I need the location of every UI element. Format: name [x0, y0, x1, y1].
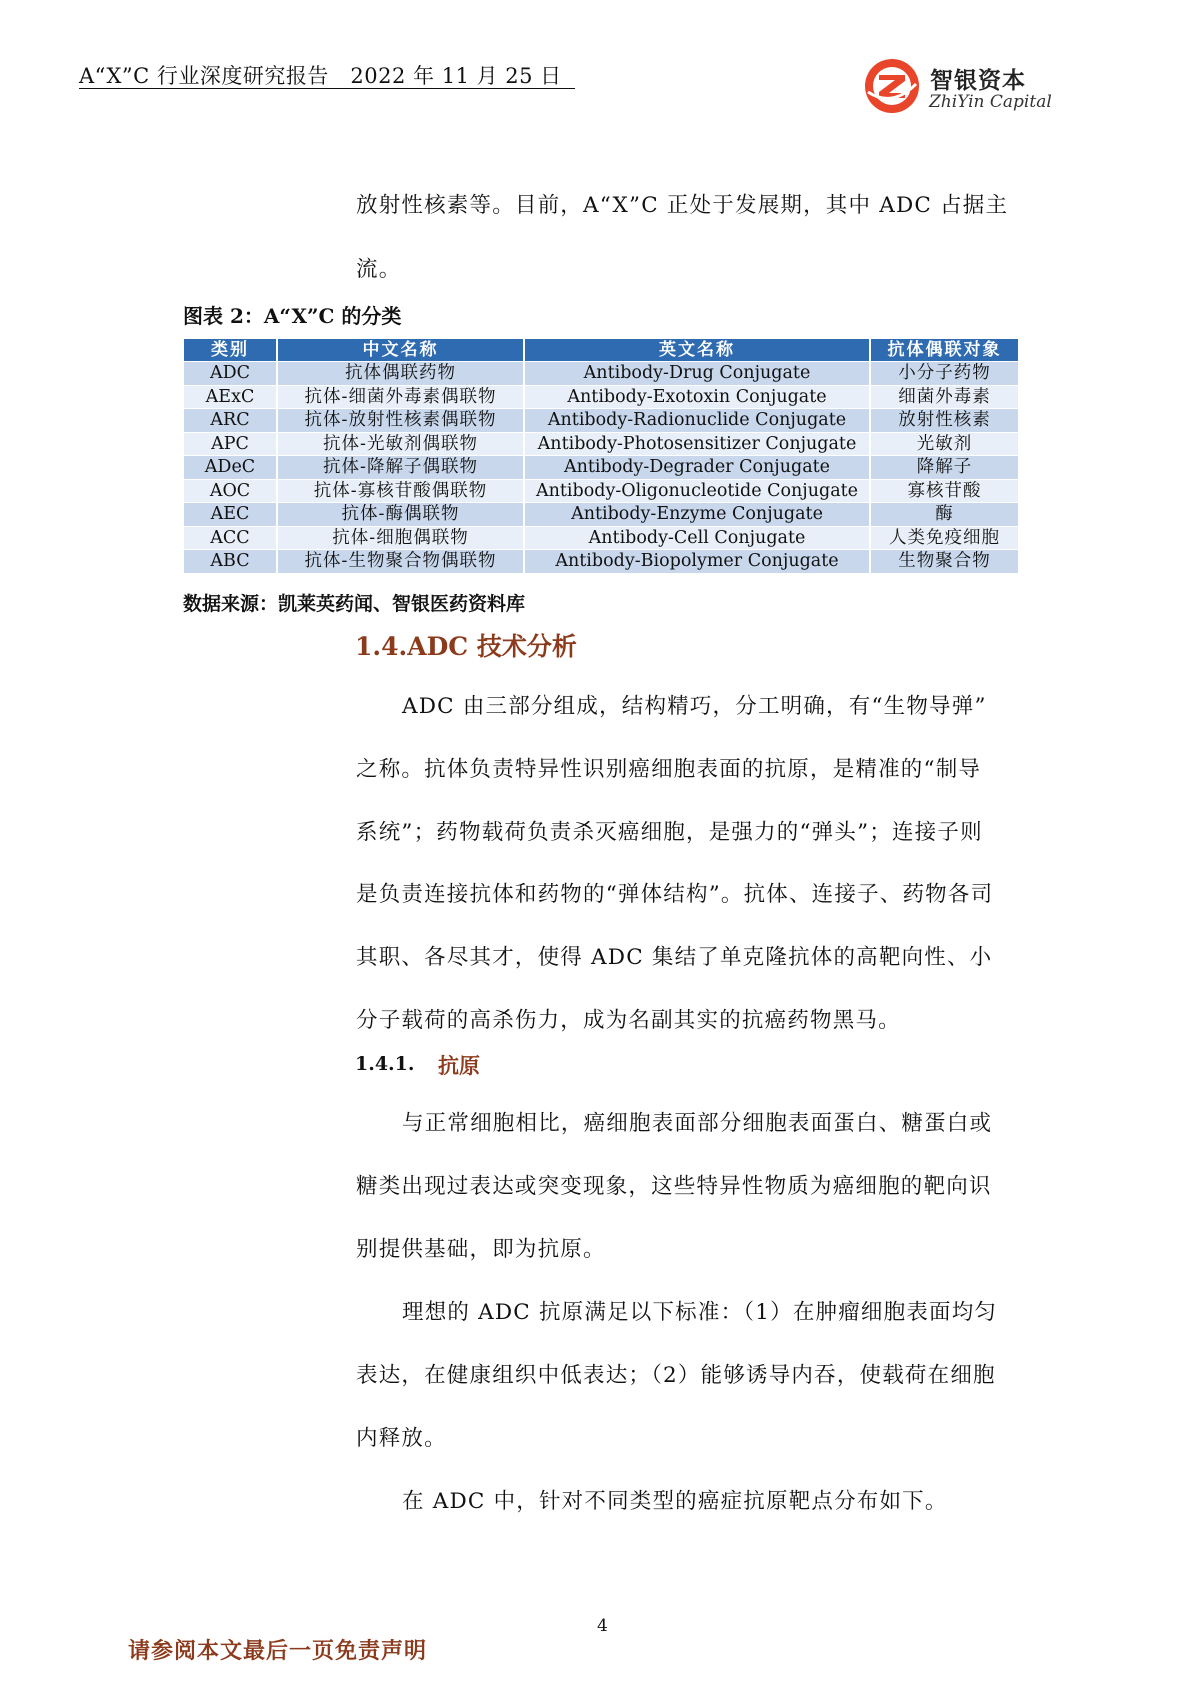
body-line: 表达，在健康组织中低表达；（2）能够诱导内吞，使载荷在细胞 — [356, 1363, 996, 1388]
cell-category: ADC — [184, 362, 276, 385]
cell-chinese-name: 抗体-放射性核素偶联物 — [278, 409, 523, 432]
cell-conjugate-target: 细菌外毒素 — [871, 386, 1018, 409]
section-heading-1-4: 1.4.ADC 技术分析 — [355, 632, 577, 661]
cell-category: ACC — [184, 527, 276, 550]
cell-category: ABC — [184, 550, 276, 573]
cell-chinese-name: 抗体-酶偶联物 — [278, 503, 523, 526]
cell-english-name: Antibody-Degrader Conjugate — [525, 456, 869, 479]
table-row — [184, 527, 1018, 550]
table-row — [184, 433, 1018, 456]
cell-category: AEC — [184, 503, 276, 526]
cell-english-name: Antibody-Cell Conjugate — [525, 527, 869, 550]
body-line: 在 ADC 中，针对不同类型的癌症抗原靶点分布如下。 — [402, 1489, 948, 1514]
table-row — [184, 550, 1018, 573]
cell-conjugate-target: 降解子 — [871, 456, 1018, 479]
cell-conjugate-target: 寡核苷酸 — [871, 480, 1018, 503]
body-line: 糖类出现过表达或突变现象，这些特异性物质为癌细胞的靶向识 — [356, 1174, 992, 1199]
table-header-row — [184, 339, 1018, 361]
data-source-note: 数据来源：凯莱英药闻、智银医药资料库 — [183, 593, 526, 615]
logo-english-name: ZhiYin Capital — [929, 92, 1052, 112]
cell-category: APC — [184, 433, 276, 456]
body-line: 理想的 ADC 抗原满足以下标准：（1）在肿瘤细胞表面均匀 — [402, 1300, 998, 1325]
body-line: 其职、各尽其才，使得 ADC 集结了单克隆抗体的高靶向性、小 — [356, 945, 993, 970]
classification-table — [182, 338, 1020, 574]
disclaimer-note: 请参阅本文最后一页免责声明 — [128, 1638, 428, 1664]
table-row — [184, 386, 1018, 409]
body-line: 是负责连接抗体和药物的“弹体结构”。抗体、连接子、药物各司 — [356, 882, 994, 907]
figure-caption: 图表 2：A“X”C 的分类 — [183, 304, 402, 328]
header-chinese-name: 中文名称 — [278, 339, 523, 361]
cell-chinese-name: 抗体-降解子偶联物 — [278, 456, 523, 479]
cell-category: AExC — [184, 386, 276, 409]
cell-conjugate-target: 酶 — [871, 503, 1018, 526]
cell-chinese-name: 抗体偶联药物 — [278, 362, 523, 385]
section-heading-1-4-1: 抗原 — [438, 1053, 480, 1078]
intro-line-1: 放射性核素等。目前，A“X”C 正处于发展期，其中 ADC 占据主 — [356, 193, 1009, 218]
body-line: 系统”；药物载荷负责杀灭癌细胞，是强力的“弹头”；连接子则 — [356, 820, 983, 845]
cell-conjugate-target: 光敏剂 — [871, 433, 1018, 456]
table-row — [184, 456, 1018, 479]
table-row — [184, 480, 1018, 503]
cell-english-name: Antibody-Radionuclide Conjugate — [525, 409, 869, 432]
cell-category: ARC — [184, 409, 276, 432]
page-number: 4 — [597, 1616, 608, 1636]
body-line: ADC 由三部分组成，结构精巧，分工明确，有“生物导弹” — [402, 694, 987, 719]
cell-category: ADeC — [184, 456, 276, 479]
cell-english-name: Antibody-Enzyme Conjugate — [525, 503, 869, 526]
body-line: 别提供基础，即为抗原。 — [356, 1237, 606, 1262]
logo-chinese-name: 智银资本 — [930, 68, 1026, 94]
table-row — [184, 409, 1018, 432]
table-row — [184, 503, 1018, 526]
cell-conjugate-target: 小分子药物 — [871, 362, 1018, 385]
header-conjugate-target: 抗体偶联对象 — [871, 339, 1018, 361]
cell-category: AOC — [184, 480, 276, 503]
body-line: 之称。抗体负责特异性识别癌细胞表面的抗原，是精准的“制导 — [356, 757, 982, 782]
cell-chinese-name: 抗体-寡核苷酸偶联物 — [278, 480, 523, 503]
cell-chinese-name: 抗体-细胞偶联物 — [278, 527, 523, 550]
cell-english-name: Antibody-Exotoxin Conjugate — [525, 386, 869, 409]
cell-english-name: Antibody-Drug Conjugate — [525, 362, 869, 385]
cell-conjugate-target: 生物聚合物 — [871, 550, 1018, 573]
header-english-name: 英文名称 — [525, 339, 869, 361]
intro-line-2: 流。 — [356, 257, 402, 282]
section-number-1-4-1: 1.4.1. — [355, 1053, 415, 1075]
report-header-title: A“X”C 行业深度研究报告 2022 年 11 月 25 日 — [79, 64, 562, 88]
cell-conjugate-target: 放射性核素 — [871, 409, 1018, 432]
cell-conjugate-target: 人类免疫细胞 — [871, 527, 1018, 550]
table-row — [184, 362, 1018, 385]
cell-english-name: Antibody-Photosensitizer Conjugate — [525, 433, 869, 456]
body-line: 内释放。 — [356, 1426, 447, 1451]
cell-chinese-name: 抗体-光敏剂偶联物 — [278, 433, 523, 456]
cell-chinese-name: 抗体-生物聚合物偶联物 — [278, 550, 523, 573]
cell-english-name: Antibody-Oligonucleotide Conjugate — [525, 480, 869, 503]
header-category: 类别 — [184, 339, 276, 361]
cell-english-name: Antibody-Biopolymer Conjugate — [525, 550, 869, 573]
header-underline — [79, 88, 575, 89]
body-line: 分子载荷的高杀伤力，成为名副其实的抗癌药物黑马。 — [356, 1008, 901, 1033]
body-line: 与正常细胞相比，癌细胞表面部分细胞表面蛋白、糖蛋白或 — [402, 1111, 993, 1136]
cell-chinese-name: 抗体-细菌外毒素偶联物 — [278, 386, 523, 409]
zhiyin-logo-icon — [862, 56, 922, 116]
